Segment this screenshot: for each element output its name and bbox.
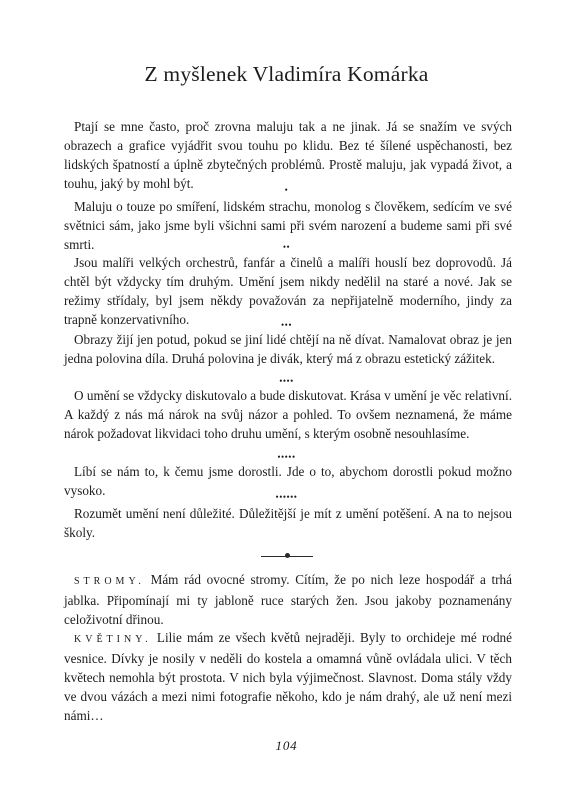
separator-dots: •••••• <box>275 492 298 502</box>
section-label: KVĚTINY. <box>74 634 152 645</box>
separator-dots: • <box>284 185 289 195</box>
divider-dot <box>285 553 290 558</box>
paragraph: Rozumět umění není důležité. Důležitější je mít z umění potěšení. A na to nejsou školy. <box>64 506 512 540</box>
separator-dots: ••••• <box>277 452 296 462</box>
page-title: Z myšlenek Vladimíra Komárka <box>144 62 429 86</box>
page-number: 104 <box>275 738 298 753</box>
paragraph: O umění se vždycky diskutovalo a bude diskutovat. Krása v umění je věc relativní. A každý z nás má nárok na svůj názor a pohled. To ovšem neznamená, že máme nárok požadovat likvidaci toho druhu umění, s kterým osobně nesouhlasíme. <box>64 388 512 441</box>
paragraph: Obrazy žijí jen potud, pokud se jiní lidé chtějí na ně dívat. Namalovat obraz je jen jedna polovina díla. Druhá polovina je divák, který má z obrazu estetický zážitek. <box>64 332 512 366</box>
section-divider <box>261 553 313 559</box>
separator-dots: •••• <box>279 376 294 386</box>
section-stromy <box>64 570 512 629</box>
section-kvetiny <box>64 628 512 725</box>
section-text: Lilie mám ze všech květů nejraději. Byly to orchideje mé rodné vesnice. Dívky je nosily v neděli do kostela a omamná vůně ovládala ulici. V těch květech nemohla být prostota. V nich byla výjimečnost. Slavnost. Doma stály vždy ve dvou vázách a mezi nimi fotografie někoho, kdo je nám drahý, ale už není mezi námi… <box>64 630 512 723</box>
section-text: Mám rád ovocné stromy. Cítím, že po nich leze hospodář a trhá jablka. Připomínají mi ty jabloně ruce starých žen. Jsou jakoby poznamenány celoživotní dřinou. <box>64 572 512 627</box>
paragraph: Maluju o touze po smíření, lidském strachu, monolog s člověkem, sedícím ve své světnici sám, jako jsme byli všichni sami při svém narození a budeme sami při své smrti. <box>64 199 512 252</box>
paragraph: Jsou malíři velkých orchestrů, fanfár a činelů a malíři houslí bez doprovodů. Já chtěl být vždycky tím druhým. Umění jsem nikdy nedělil na staré a nové. Jak se režimy střídaly, byl jsem někdy považován za nepřijatelně moderního, jindy za trapně konzervativního. <box>64 255 512 327</box>
paragraph: Líbí se nám to, k čemu jsme dorostli. Jde o to, abychom dorostli pokud možno vysoko. <box>64 464 512 498</box>
section-label: STROMY. <box>74 576 145 587</box>
separator-dots: ••• <box>281 320 292 330</box>
paragraph: Ptají se mne často, proč zrovna maluju tak a ne jinak. Já se snažím ve svých obrazech a grafice vyjádřit svou touhu po klidu. Bez té šílené uspěchanosti, bez lidských špatností a úplně zbytečných problémů. Prostě maluju, jak vypadá život, a touhu, jaký by mohl být. <box>64 119 512 191</box>
separator-dots: •• <box>282 242 291 252</box>
